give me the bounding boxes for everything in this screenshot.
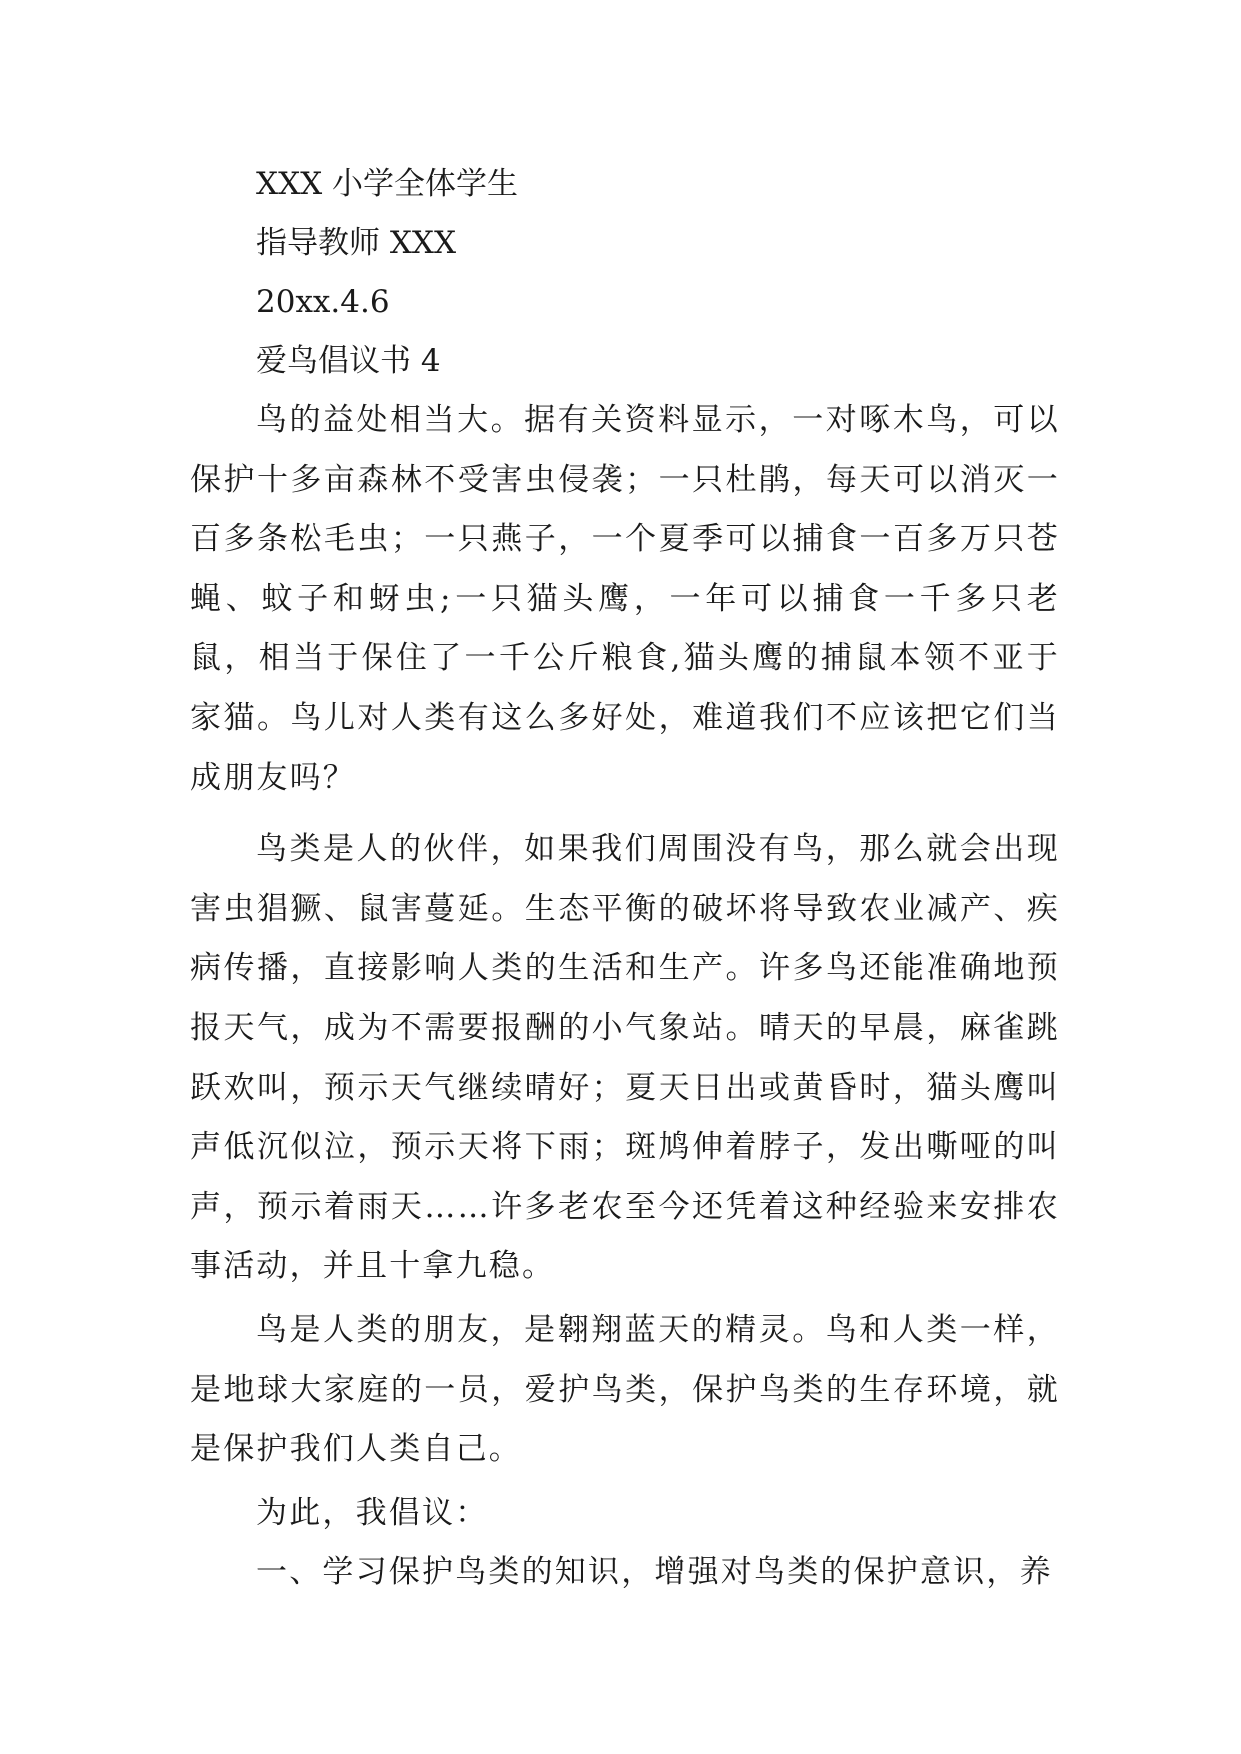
- signature-teacher: 指导教师 XXX: [256, 225, 457, 261]
- signature-from: XXX 小学全体学生: [256, 166, 519, 202]
- paragraph-bird-benefits: 鸟的益处相当大。据有关资料显示，一对啄木鸟，可以保护十多亩森林不受害虫侵袭；一只杜鹃，每天可以消灭一百多条松毛虫；一只燕子，一个夏季可以捕食一百多万只苍蝇、蚊子和蚜虫;一只猫头鹰，一年可以捕食一千多只老鼠，相当于保住了一千公斤粮食,猫头鹰的捕鼠本领不亚于家猫。鸟儿对人类有这么多好处，难道我们不应该把它们当成朋友吗？: [190, 402, 1060, 796]
- proposal-intro: 为此，我倡议：: [256, 1494, 489, 1531]
- signature-date: 20xx.4.6: [256, 284, 390, 320]
- paragraph-bird-companions: 鸟类是人的伙伴，如果我们周围没有鸟，那么就会出现害虫猖獗、鼠害蔓延。生态平衡的破坏将导致农业减产、疾病传播，直接影响人类的生活和生产。许多鸟还能准确地预报天气，成为不需要报酬的小气象站。晴天的早晨，麻雀跳跃欢叫，预示天气继续晴好；夏天日出或黄昏时，猫头鹰叫声低沉似泣，预示天将下雨；斑鸠伸着脖子，发出嘶哑的叫声，预示着雨天……许多老农至今还凭着这种经验来安排农事活动，并且十拿九稳。: [190, 831, 1060, 1285]
- paragraph-bird-friends: 鸟是人类的朋友，是翱翔蓝天的精灵。鸟和人类一样，是地球大家庭的一员，爱护鸟类，保护鸟类的生存环境，就是保护我们人类自己。: [190, 1311, 1060, 1468]
- proposal-item-1: 一、学习保护鸟类的知识，增强对鸟类的保护意识，养: [256, 1554, 1053, 1591]
- section-title: 爱鸟倡议书 4: [256, 343, 441, 379]
- document-body: [190, 155, 1060, 1603]
